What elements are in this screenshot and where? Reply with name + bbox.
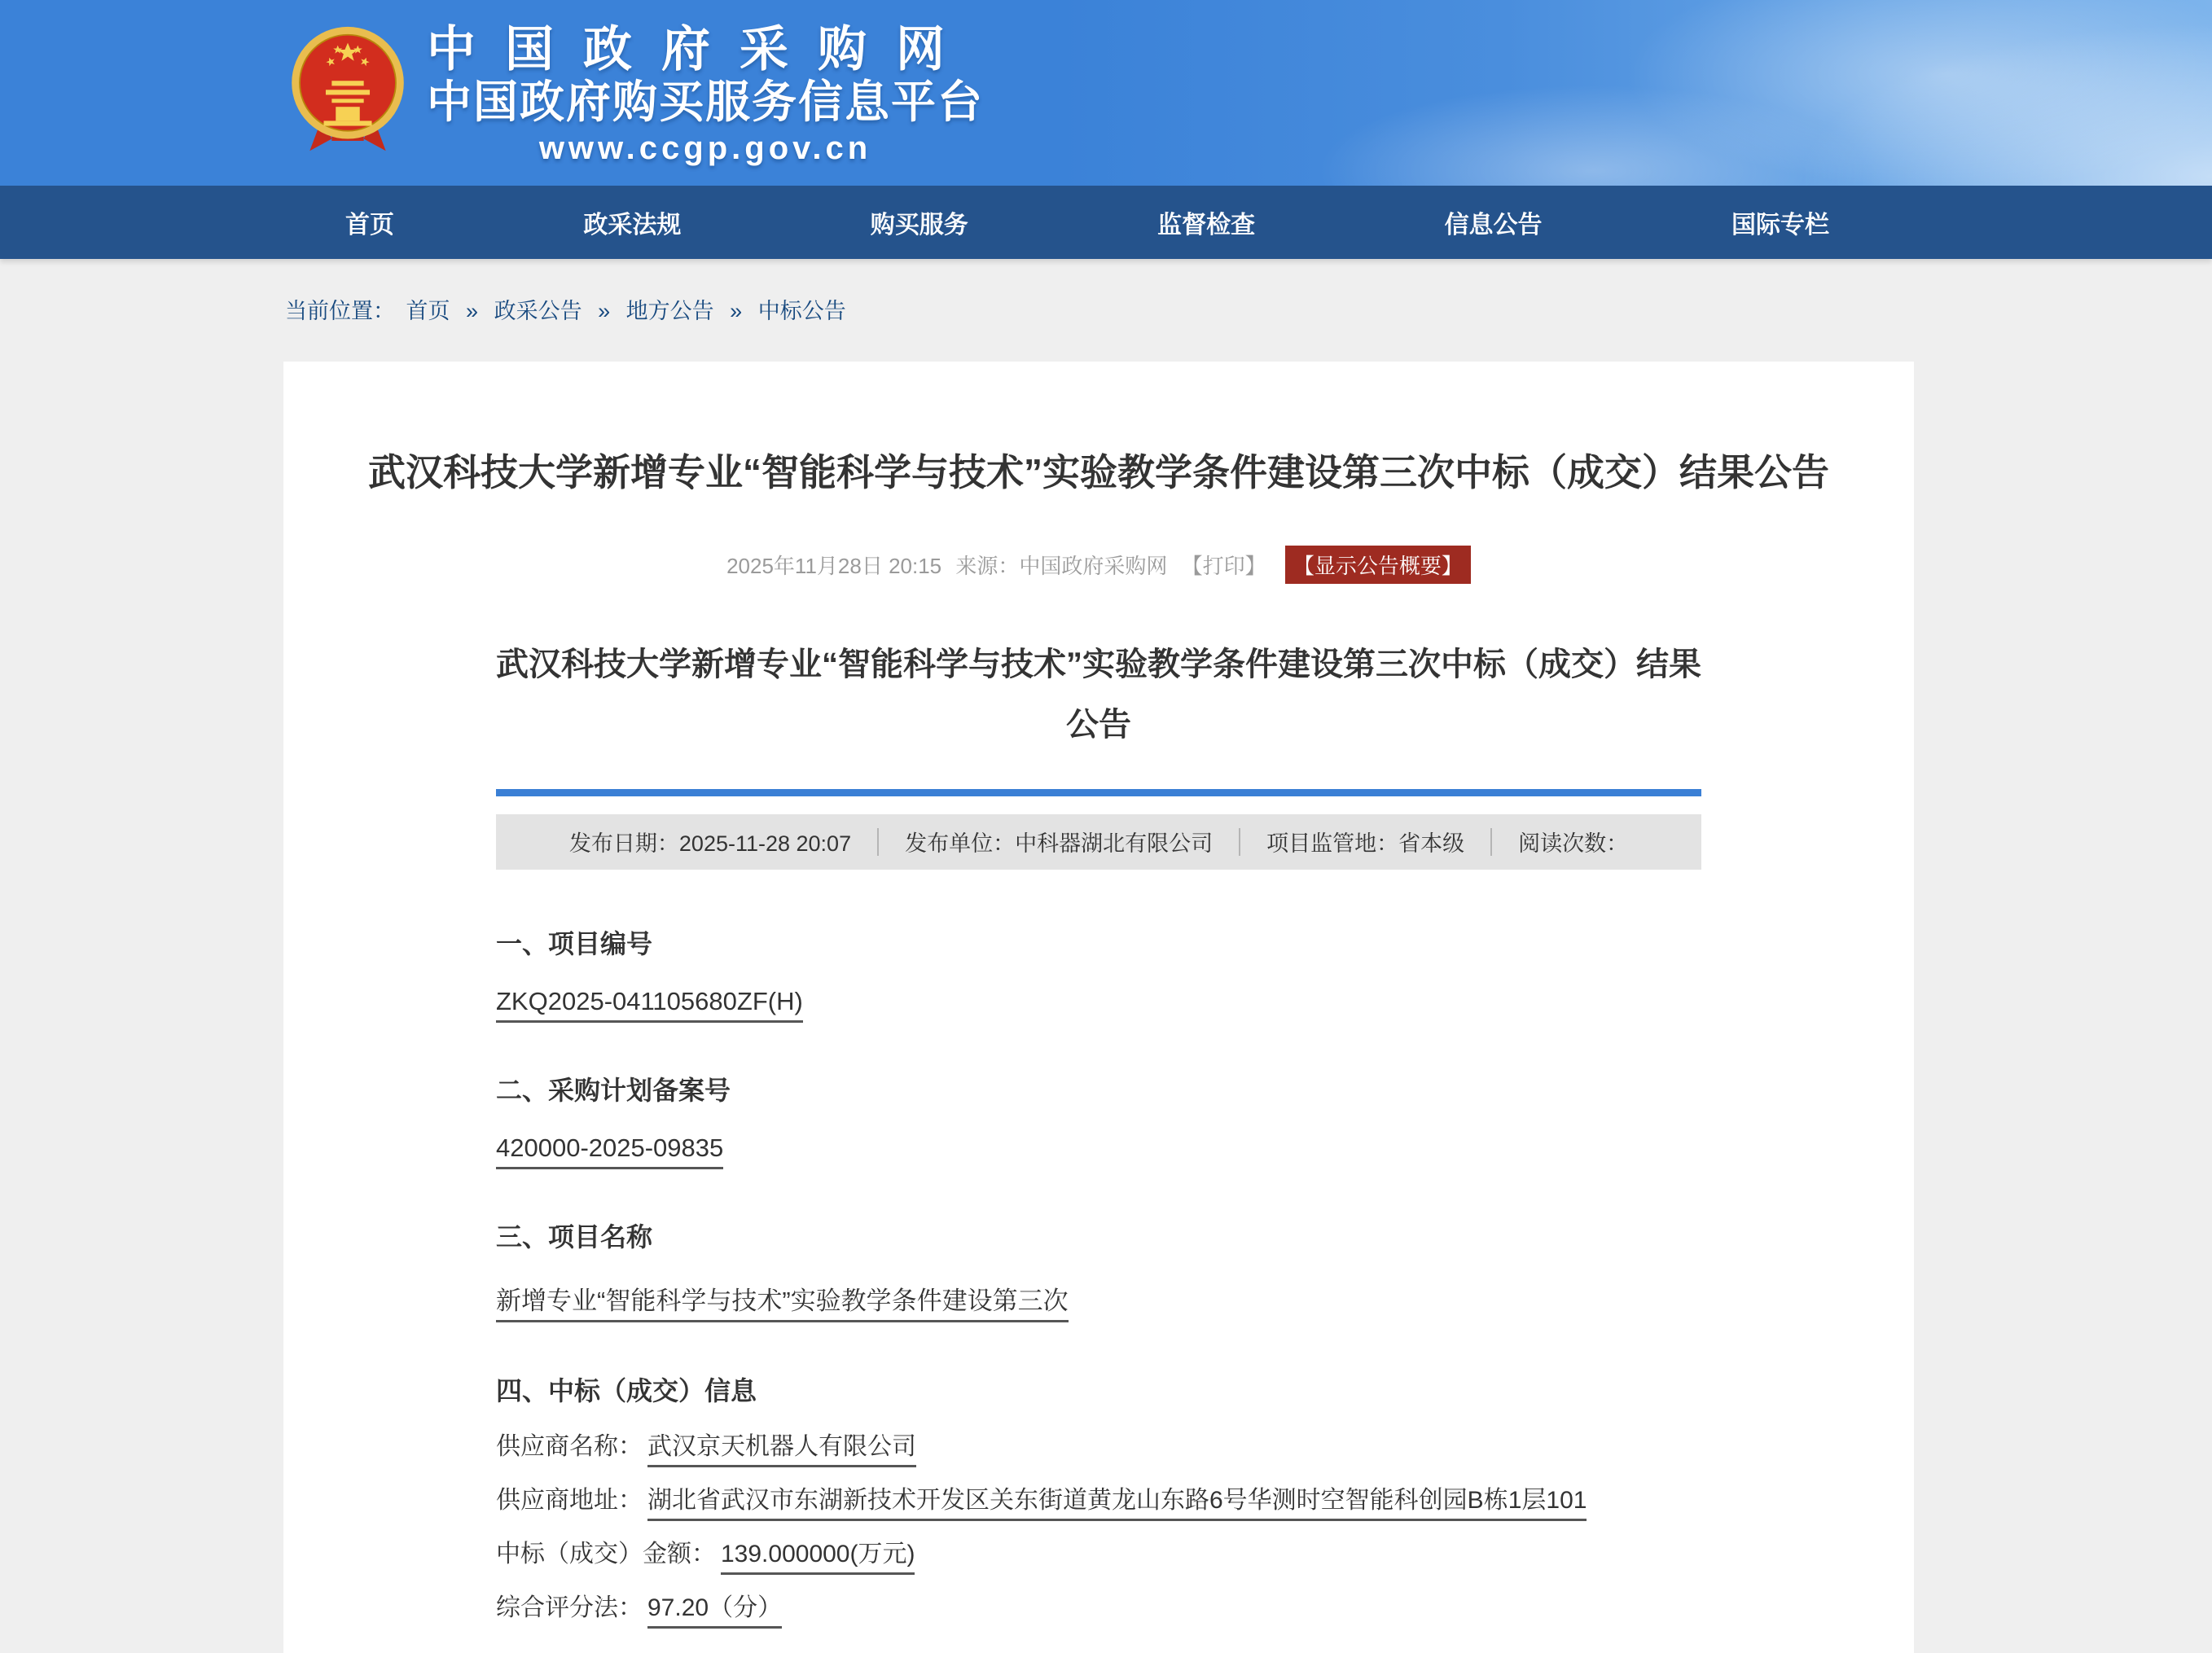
breadcrumb-procurement-announcements[interactable]: 政采公告	[494, 299, 582, 323]
award-amount-value: 139.000000(万元)	[721, 1541, 915, 1575]
info-label: 发布日期：	[568, 831, 679, 857]
info-value: 省本级	[1398, 831, 1465, 857]
page-title: 武汉科技大学新增专业“智能科学与技术”实验教学条件建设第三次中标（成交）结果公告	[368, 451, 1829, 493]
info-label: 阅读次数：	[1518, 831, 1629, 857]
section-project-name	[496, 1217, 1701, 1317]
info-publish-unit	[905, 826, 1213, 857]
award-amount-label: 中标（成交）金额：	[496, 1540, 716, 1568]
blue-divider	[496, 789, 1701, 796]
info-divider	[1239, 828, 1240, 856]
show-summary-button[interactable]: 【显示公告概要】	[1285, 546, 1471, 584]
site-title: 中国政府采购网	[427, 22, 974, 77]
nav-item-regulations[interactable]: 政采法规	[583, 212, 682, 239]
site-logo[interactable]	[287, 23, 984, 169]
breadcrumb-separator: »	[730, 299, 743, 323]
supplier-address-row	[496, 1486, 1701, 1515]
nav-item-international[interactable]: 国际专栏	[1731, 212, 1829, 239]
section-heading-project-name: 三、项目名称	[496, 1221, 653, 1252]
supplier-name-label: 供应商名称：	[496, 1432, 643, 1460]
plan-record-number-value: 420000-2025-09835	[496, 1133, 723, 1169]
breadcrumb-separator: »	[598, 299, 611, 323]
breadcrumb-separator: »	[466, 299, 479, 323]
info-divider	[877, 828, 879, 856]
section-heading-plan-record-number: 二、采购计划备案号	[496, 1075, 731, 1105]
source-text: 来源：中国政府采购网	[955, 553, 1168, 578]
nav-item-purchase-services[interactable]: 购买服务	[870, 212, 968, 239]
site-header	[0, 0, 2212, 186]
scoring-method-value: 97.20（分）	[647, 1594, 782, 1629]
announcement-card	[283, 362, 1914, 1653]
supplier-address-label: 供应商地址：	[496, 1486, 643, 1514]
print-button[interactable]: 【打印】	[1181, 553, 1266, 578]
supplier-address-value: 湖北省武汉市东湖新技术开发区关东街道黄龙山东路6号华测时空智能科创园B栋1层101	[647, 1487, 1587, 1521]
nav-item-supervision[interactable]: 监督检查	[1157, 212, 1256, 239]
info-divider	[1490, 828, 1492, 856]
site-brand-text	[427, 23, 984, 169]
project-number-value: ZKQ2025-041105680ZF(H)	[496, 987, 803, 1023]
breadcrumb-home[interactable]: 首页	[406, 299, 450, 323]
project-name-value: 新增专业“智能科学与技术”实验教学条件建设第三次	[496, 1287, 1069, 1322]
info-publish-date	[569, 826, 851, 857]
breadcrumb	[0, 259, 2212, 362]
section-heading-award-info: 四、中标（成交）信息	[496, 1375, 757, 1405]
section-heading-project-number: 一、项目编号	[496, 928, 653, 958]
nav-item-announcements[interactable]: 信息公告	[1444, 212, 1543, 239]
publish-datetime: 2025年11月28日 20:15	[726, 553, 942, 578]
nav-item-home[interactable]: 首页	[345, 212, 394, 239]
info-label: 项目监管地：	[1266, 831, 1399, 857]
announcement-title: 武汉科技大学新增专业“智能科学与技术”实验教学条件建设第三次中标（成交）结果公告	[496, 646, 1701, 743]
scoring-method-row	[496, 1594, 1701, 1623]
info-label: 发布单位：	[905, 831, 1016, 857]
info-bar	[496, 814, 1701, 870]
supplier-name-row	[496, 1432, 1701, 1462]
main-nav	[0, 186, 2212, 259]
info-value: 中科器湖北有限公司	[1015, 831, 1214, 857]
section-plan-record-number	[496, 1070, 1701, 1163]
site-url: www.ccgp.gov.cn	[538, 130, 872, 166]
breadcrumb-local-announcements[interactable]: 地方公告	[625, 299, 714, 323]
breadcrumb-award-announcements[interactable]: 中标公告	[757, 299, 846, 323]
info-value: 2025-11-28 20:07	[678, 831, 852, 857]
award-amount-row	[496, 1540, 1701, 1569]
info-supervision-region	[1266, 826, 1464, 857]
national-emblem-icon	[287, 23, 409, 163]
announcement-content	[496, 634, 1701, 1623]
supplier-name-value: 武汉京天机器人有限公司	[647, 1433, 916, 1467]
info-read-count	[1518, 826, 1628, 857]
scoring-method-label: 综合评分法：	[496, 1594, 643, 1621]
meta-line	[283, 546, 1914, 584]
section-award-info	[496, 1370, 1701, 1623]
site-subtitle: 中国政府购买服务信息平台	[427, 77, 985, 127]
breadcrumb-label: 当前位置：	[285, 299, 395, 323]
section-project-number	[496, 923, 1701, 1016]
